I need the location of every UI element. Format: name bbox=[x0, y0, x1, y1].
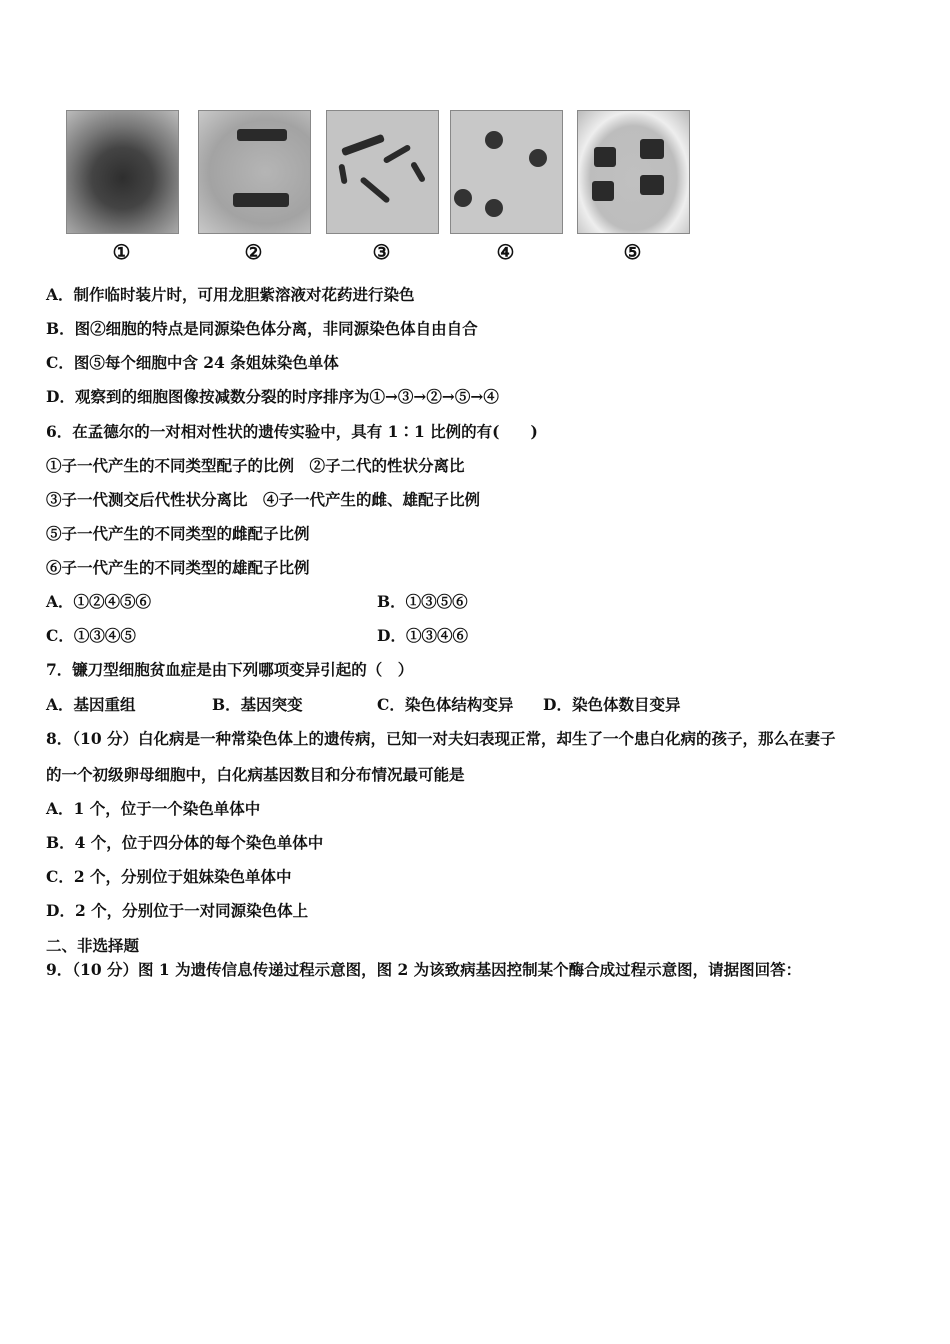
q8-option-a: A．1 个，位于一个染色单体中 bbox=[46, 799, 261, 818]
q5-option-a: A．制作临时装片时，可用龙胆紫溶液对花药进行染色 bbox=[46, 285, 415, 304]
q6-option-a: A．①②④⑤⑥ bbox=[46, 592, 152, 611]
q6-item: ③子一代测交后代性状分离比 ④子一代产生的雌、雄配子比例 bbox=[46, 490, 481, 509]
q7-option-b: B．基因突变 bbox=[212, 695, 303, 714]
q8-option-c: C．2 个，分别位于姐妹染色单体中 bbox=[46, 867, 292, 886]
q6-item: ①子一代产生的不同类型配子的比例 ②子二代的性状分离比 bbox=[46, 456, 465, 475]
micrograph-2 bbox=[198, 110, 311, 234]
q6-option-b: B．①③⑤⑥ bbox=[377, 592, 468, 611]
q5-option-d: D．观察到的细胞图像按减数分裂的时序排序为①→③→②→⑤→④ bbox=[46, 387, 499, 406]
micrograph-5 bbox=[577, 110, 690, 234]
q7-option-c: C．染色体结构变异 bbox=[377, 695, 514, 714]
q7-option-a: A．基因重组 bbox=[46, 695, 136, 714]
q6-stem: 6．在孟德尔的一对相对性状的遗传实验中，具有 1∶1 比例的有( ) bbox=[46, 422, 538, 441]
figure-label: ① bbox=[112, 240, 131, 264]
q6-option-c: C．①③④⑤ bbox=[46, 626, 136, 645]
q8-stem-line1: 8．（10 分）白化病是一种常染色体上的遗传病，已知一对夫妇表现正常，却生了一个患白化病的孩子，那么在妻子 bbox=[46, 729, 836, 748]
q6-item: ⑤子一代产生的不同类型的雌配子比例 bbox=[46, 524, 310, 543]
q5-option-b: B．图②细胞的特点是同源染色体分离，非同源染色体自由自合 bbox=[46, 319, 478, 338]
q8-option-b: B．4 个，位于四分体的每个染色单体中 bbox=[46, 833, 324, 852]
micrograph-1 bbox=[66, 110, 179, 234]
q7-stem: 7．镰刀型细胞贫血症是由下列哪项变异引起的（ ） bbox=[46, 660, 414, 679]
q6-item: ⑥子一代产生的不同类型的雄配子比例 bbox=[46, 558, 310, 577]
micrograph-3 bbox=[326, 110, 439, 234]
figure-label: ② bbox=[244, 240, 263, 264]
figure-label: ④ bbox=[496, 240, 515, 264]
q9-stem: 9．（10 分）图 1 为遗传信息传递过程示意图，图 2 为该致病基因控制某个酶合成过程示意图，请据图回答： bbox=[46, 960, 802, 979]
micrograph-4 bbox=[450, 110, 563, 234]
q7-option-d: D．染色体数目变异 bbox=[543, 695, 681, 714]
section-heading: 二、非选择题 bbox=[46, 936, 140, 955]
q6-option-d: D．①③④⑥ bbox=[377, 626, 468, 645]
figure-label: ⑤ bbox=[623, 240, 642, 264]
q8-option-d: D．2 个，分别位于一对同源染色体上 bbox=[46, 901, 309, 920]
q8-stem-line2: 的一个初级卵母细胞中，白化病基因数目和分布情况最可能是 bbox=[46, 765, 465, 784]
q5-option-c: C．图⑤每个细胞中含 24 条姐妹染色单体 bbox=[46, 353, 339, 372]
figure-label: ③ bbox=[372, 240, 391, 264]
